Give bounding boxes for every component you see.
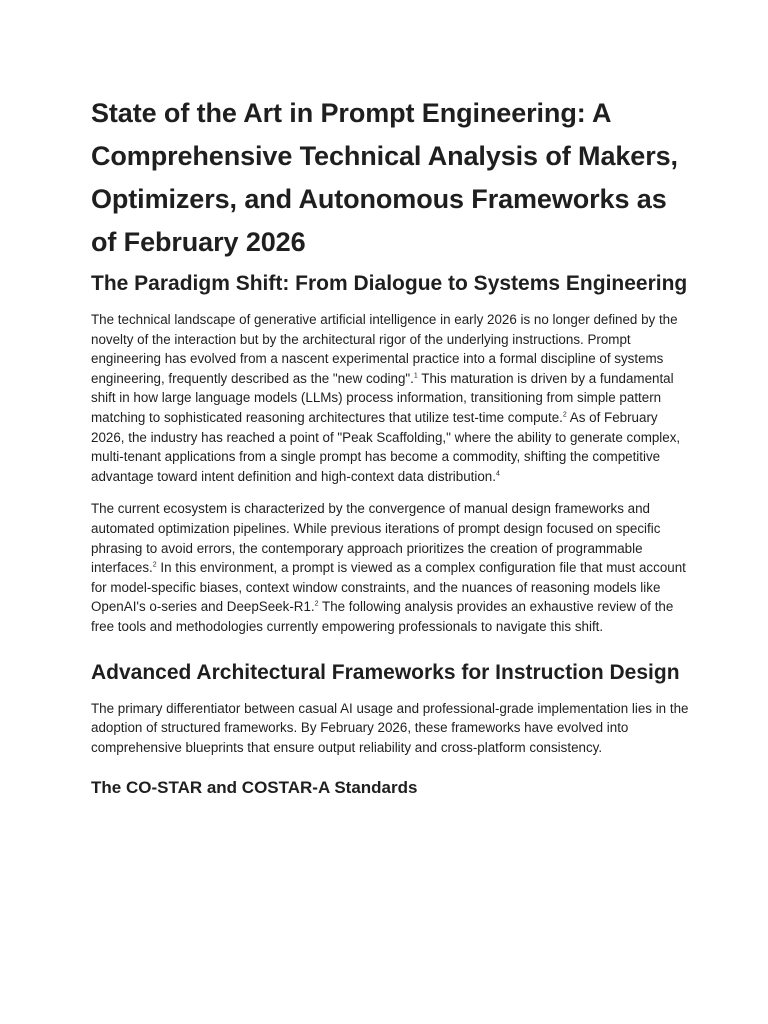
text-run: This maturation is driven by a fundamental shift in how large language models (LLMs) process information, transitioning from simple pattern matching to sophisticated reasoning architectures that utilize test-time compute. [91,370,674,425]
text-run: The following analysis provides an exhaustive review of the free tools and methodologies currently empowering professionals to navigate this shift. [91,599,674,634]
footnote-ref[interactable]: 2 [152,561,157,569]
text-run: The current ecosystem is characterized by the convergence of manual design frameworks and automated optimization pipelines. While previous iterations of prompt design focused on specific phrasing to avoid errors, the contemporary approach prioritizes the creation of programmable interfaces. [91,501,661,576]
text-run: In this environment, a prompt is viewed as a complex configuration file that must account for model-specific biases, context window constraints, and the nuances of reasoning models like OpenAI's o-series and DeepSeek-R1. [91,560,686,615]
text-run: The technical landscape of generative artificial intelligence in early 2026 is no longer defined by the novelty of the interaction but by the architectural rigor of the underlying instructions. Prompt engineering has evolved from a nascent experimental practice into a formal discipline of systems engineering, frequently described as the "new coding". [91,312,678,386]
document-title: State of the Art in Prompt Engineering: A Comprehensive Technical Analysis of Makers, Optimizers, and Autonomous Frameworks as of February 2026 [91,98,678,257]
document-page [91,92,691,801]
footnote-ref[interactable]: 2 [562,411,567,419]
section-heading-paradigm-shift: The Paradigm Shift: From Dialogue to Systems Engineering [91,272,688,295]
subsection-heading-costar: The CO-STAR and COSTAR-A Standards [91,778,418,798]
footnote-ref[interactable]: 2 [314,600,319,608]
text-run: As of February 2026, the industry has reached a point of "Peak Scaffolding," where the ability to generate complex, multi-tenant applications from a single prompt has become a commodity, shifting the competitive advantage toward intent definition and high-context data distribution. [91,409,681,484]
paragraph-frameworks-1: The primary differentiator between casual AI usage and professional-grade implementation lies in the adoption of structured frameworks. By February 2026, these frameworks have evolved into comprehensive blueprints that ensure output reliability and cross-platform consistency. [91,700,689,755]
paragraph-paradigm-2 [91,499,691,636]
section-heading-frameworks: Advanced Architectural Frameworks for Instruction Design [91,660,680,684]
footnote-ref[interactable]: 1 [413,372,418,380]
footnote-ref[interactable]: 4 [495,470,500,478]
paragraph-paradigm-1 [91,310,691,486]
